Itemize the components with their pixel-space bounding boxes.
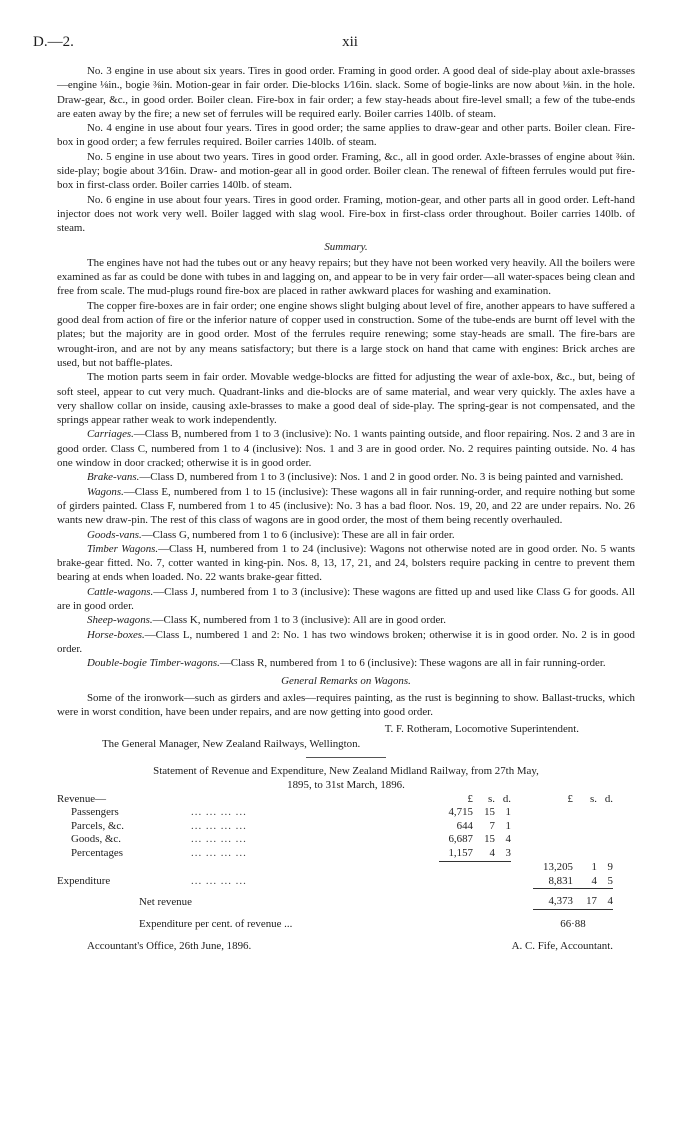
cell-pence: 4	[505, 833, 511, 846]
row-label: Goods, &c.	[71, 833, 121, 846]
carriages-label: Carriages.	[87, 428, 134, 441]
remarks-heading: General Remarks on Wagons.	[281, 675, 411, 688]
statement-title-line2: 1895, to 31st March, 1896.	[287, 779, 405, 792]
percent-label: Expenditure per cent. of revenue ...	[139, 917, 293, 930]
col-head-shillings-total: s.	[590, 792, 597, 805]
paragraph-engine-3: No. 3 engine in use about six years. Tires in good order. Framing in good order. A good deal of side-play about axle-brasses—engine ⅛in., bogie ⅜in. Motion-gear in fair order. Die-blocks 1⁄16in. slack. Some of bogie-links are now about ⅛in. in the hole. Draw-gear, &c., in good order. Boiler clean. Fire-box in fair order; a few stay-heads about fire-level small; a few of the tube-ends are eaten away by the fire; a new set of ferrules will be required early. Boiler carries 140lb. of steam.	[57, 65, 635, 120]
cell-shillings: 15	[484, 833, 495, 846]
statement-footer	[57, 939, 635, 953]
cell-pence: 1	[505, 819, 511, 832]
paragraph-brake-vans	[57, 470, 635, 484]
total-revenue-pence: 9	[607, 861, 613, 874]
paragraph-goods-vans	[57, 528, 635, 542]
row-label: Percentages	[71, 847, 124, 860]
sheep-wagons-text: —Class K, numbered from 1 to 3 (inclusive): All are in good order.	[152, 614, 447, 627]
leader-dots: ... ... ... ...	[191, 847, 247, 860]
paragraph-sheep-wagons	[57, 613, 635, 627]
cell-pounds: 1,157	[448, 846, 473, 859]
total-revenue-row	[57, 861, 613, 875]
col-head-pence: d.	[502, 792, 511, 805]
percent-value: 66·88	[533, 909, 613, 931]
goods-vans-text: —Class G, numbered from 1 to 6 (inclusive): These are all in fair order.	[141, 528, 455, 541]
paragraph-horse-boxes	[57, 628, 635, 657]
cell-pounds: 644	[456, 819, 473, 832]
leader-dots: ... ... ... ...	[191, 819, 247, 832]
paragraph-engine-5: No. 5 engine in use about two years. Tires in good order. Framing, &c., all in good order. Axle-brasses of engine about ⅜in. side-play; bogie about 3⁄16in. Draw- and motion-gear all in good order. Boiler clean. The renewal of fifteen ferrules would put fire-box in first-class order. Boiler carries 140lb. of steam.	[57, 150, 635, 192]
cell-shillings: 7	[489, 819, 495, 832]
paragraph-wagons	[57, 485, 635, 528]
net-revenue-shillings: 17	[573, 889, 597, 910]
brake-vans-label: Brake-vans.	[87, 471, 140, 484]
goods-vans-label: Goods-vans.	[87, 528, 142, 541]
page-reference: D.—2.	[33, 34, 74, 50]
revenue-label: Revenue—	[57, 792, 106, 805]
expenditure-shillings: 4	[591, 874, 597, 887]
table-row	[57, 847, 613, 861]
leader-dots: ... ... ... ...	[191, 875, 247, 888]
office-date: Accountant's Office, 26th June, 1896.	[87, 940, 252, 953]
paragraph-summary-boilers: The engines have not had the tubes out or any heavy repairs; but they have not been worked very heavily. All the boilers were examined as far as could be done with tubes in and lagging on, and appear to be in very fair order—all water-spaces being clean and free from scale. The mud-plugs round fire-box are placed in rather awkward places for washing and examination.	[57, 256, 635, 298]
carriages-text: —Class B, numbered from 1 to 3 (inclusive): No. 1 wants painting outside, and floor repairing. Nos. 2 and 3 are in good order. Class C, numbered from 1 to 4 (inclusive): Nos. 1 and 3 are in good order. No. 2 requires painting outside. No. 4 has one window in door cracked; otherwise it is in good order.	[57, 428, 635, 470]
statement-title-line1: Statement of Revenue and Expenditure, New Zealand Midland Railway, from 27th May,	[153, 764, 539, 777]
total-revenue-pounds: 13,205	[543, 861, 573, 874]
percent-row	[57, 909, 613, 931]
table-row	[57, 833, 613, 847]
col-head-shillings: s.	[488, 792, 495, 805]
col-head-pounds: £	[467, 792, 473, 805]
net-revenue-row	[57, 889, 613, 910]
table-row	[57, 806, 613, 820]
col-head-pence-total: d.	[604, 792, 613, 805]
paragraph-summary-motion: The motion parts seem in fair order. Movable wedge-blocks are fitted for adjusting the wear of axle-box, &c., but, being of soft steel, appear to cut very much. Quadrant-links and die-blocks are of same material, and wear very quickly. The axles have a very shallow collar on inside, causing axle-brasses to make a good deal of side-play. The spring-gear is not compensated, and the springs appear rather weak to work independently.	[57, 371, 635, 427]
col-head-pounds-total: £	[567, 792, 573, 805]
report-body	[57, 64, 635, 954]
double-bogie-label: Double-bogie Timber-wagons.	[87, 657, 220, 670]
expenditure-label: Expenditure	[57, 875, 111, 888]
leader-dots: ... ... ... ...	[191, 833, 247, 846]
paragraph-double-bogie	[57, 656, 635, 670]
accountant-signature: A. C. Fife, Accountant.	[511, 940, 613, 953]
timber-wagons-text: —Class H, numbered from 1 to 24 (inclusive): Wagons not otherwise noted are in good order. No. 5 wants brake-gear fitted. No. 7, cotter wanted in king-pin. Nos. 8, 13, 17, 21, and 24, bolsters require packing in centre to prevent them bearing at ends when loaded. No. 22 wants brake-gear fitted.	[57, 542, 635, 584]
cattle-wagons-label: Cattle-wagons.	[87, 585, 154, 598]
divider-rule	[306, 757, 386, 758]
leader-dots: ... ... ... ...	[191, 806, 247, 819]
sheep-wagons-label: Sheep-wagons.	[87, 614, 153, 627]
paragraph-engine-6: No. 6 engine in use about four years. Tires in good order. Framing, motion-gear, and other parts all in good order. Left-hand injector does not work very well. Boiler lagged with slag wool. Fire-box in first-class order throughout. Boiler carries 140lb. of steam.	[57, 193, 635, 235]
statement-header-row	[57, 793, 613, 807]
wagons-label: Wagons.	[87, 485, 124, 498]
total-revenue-shillings: 1	[591, 861, 597, 874]
signature: T. F. Rotheram, Locomotive Superintendent.	[384, 723, 579, 736]
net-revenue-label: Net revenue	[139, 895, 192, 908]
row-label: Parcels, &c.	[71, 819, 124, 832]
paragraph-carriages	[57, 427, 635, 470]
cell-shillings: 4	[489, 846, 495, 859]
paragraph-cattle-wagons	[57, 585, 635, 614]
expenditure-pounds: 8,831	[548, 874, 573, 887]
statement-table	[57, 793, 613, 932]
cell-pounds: 6,687	[448, 833, 473, 846]
net-revenue-pounds: 4,373	[533, 889, 573, 910]
timber-wagons-label: Timber Wagons.	[87, 542, 159, 555]
cell-pence: 1	[505, 806, 511, 819]
paragraph-summary-fireboxes: The copper fire-boxes are in fair order; one engine shows slight bulging about level of fire, another appears to have suffered a good deal from action of fire or the inferior nature of copper used in construction. Some of the tube-ends are burnt off level with the plates; but the majority are in good order. Most of the ferrules require renewing; some stay-heads are small. The fire-bars are wrought-iron, and are not by any means satisfactory; but there is a large stock on hand that came with engines: Brick arches are used, but not baffle-plates.	[57, 299, 635, 369]
net-revenue-pence: 4	[597, 889, 613, 910]
horse-boxes-label: Horse-boxes.	[87, 628, 145, 641]
paragraph-remarks: Some of the ironwork—such as girders and axles—requires painting, as the rust is beginning to show. Ballast-trucks, which were in worst condition, have been under repairs, and are now getting into good order.	[57, 691, 635, 719]
cell-pence: 3	[505, 846, 511, 859]
paragraph-engine-4: No. 4 engine in use about four years. Tires in good order; the same applies to draw-gear and other parts. Boiler clean. Fire-box in good order; a few ferrules required. Boiler carries 140lb. of steam.	[57, 122, 635, 149]
cell-pounds: 4,715	[448, 806, 473, 819]
paragraph-timber-wagons	[57, 542, 635, 585]
summary-heading: Summary.	[324, 240, 368, 253]
double-bogie-text: —Class R, numbered from 1 to 6 (inclusive): These wagons are all in fair running-order.	[219, 657, 606, 670]
expenditure-pence: 5	[607, 874, 613, 887]
addressee: The General Manager, New Zealand Railways, Wellington.	[102, 737, 361, 750]
brake-vans-text: —Class D, numbered from 1 to 3 (inclusive): Nos. 1 and 2 in good order. No. 3 is being painted and varnished.	[139, 471, 624, 484]
table-row	[57, 820, 613, 834]
expenditure-row	[57, 875, 613, 889]
cell-shillings: 15	[484, 806, 495, 819]
cattle-wagons-text: —Class J, numbered from 1 to 3 (inclusive): These wagons are fitted up and used like Class G for goods. All are in good order.	[57, 585, 635, 612]
horse-boxes-text: —Class L, numbered 1 and 2: No. 1 has two windows broken; otherwise it is in good order. No. 2 is in good order.	[57, 628, 635, 655]
page-number: xii	[342, 34, 358, 50]
row-label: Passengers	[71, 806, 119, 819]
wagons-text: —Class E, numbered from 1 to 15 (inclusive): These wagons all in fair running-order, and require nothing but some of girders painted. Class F, numbered from 1 to 45 (inclusive): No. 3 has a bad floor. Nos. 19, 20, and 22 are under repairs. No. 26 wants new draw-pin. The rest of this class of wagons are in good order, the most of them being recently overhauled.	[57, 485, 635, 527]
